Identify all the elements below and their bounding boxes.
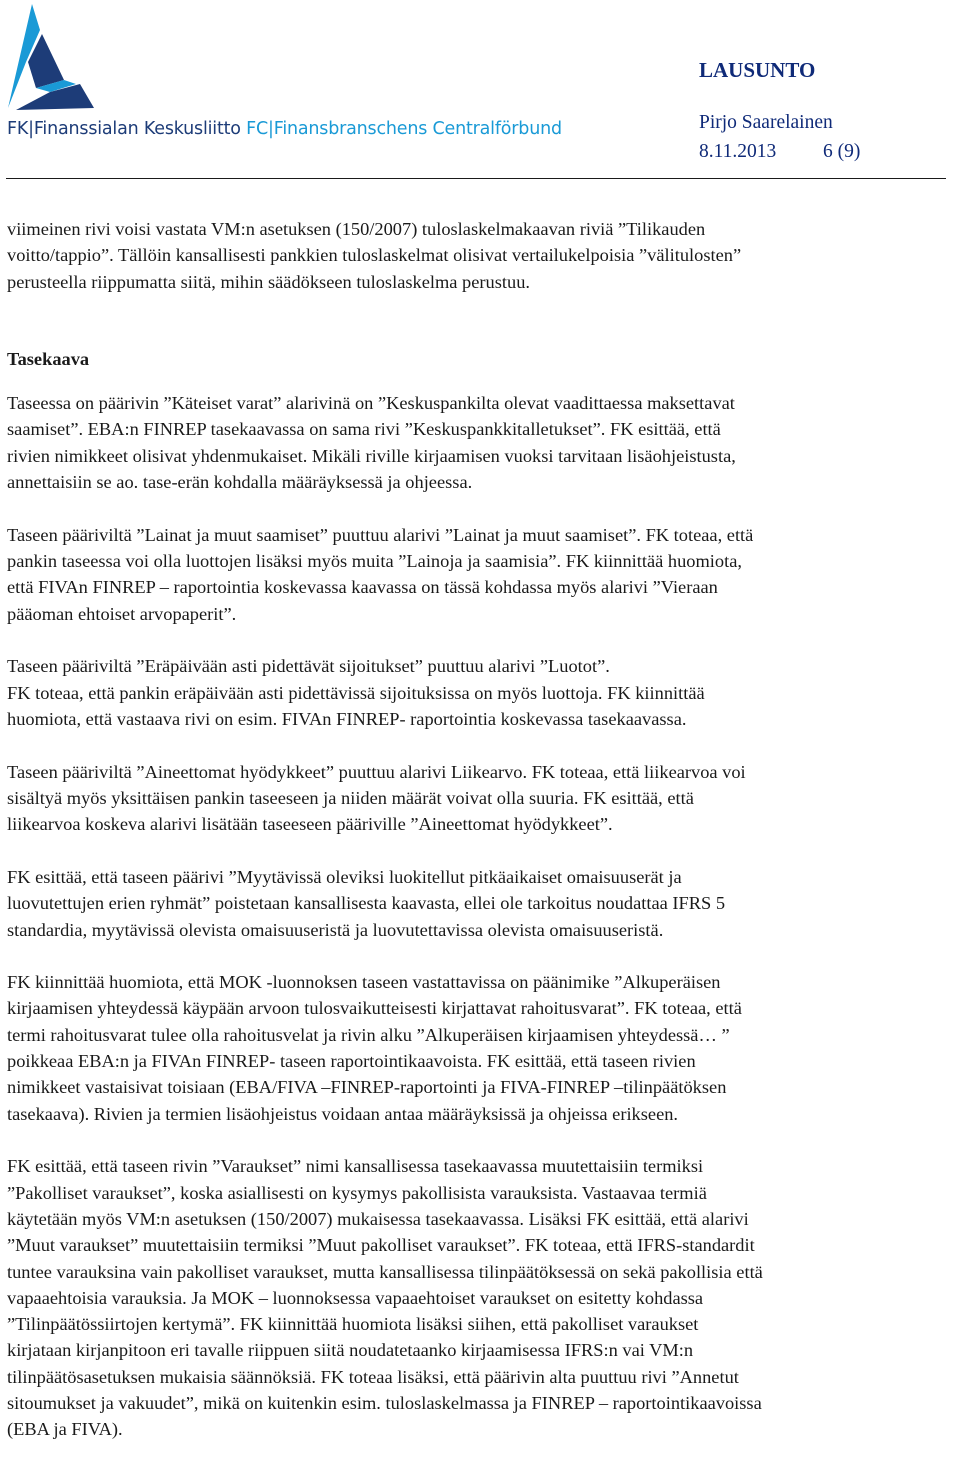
text-line: viimeinen rivi voisi vastata VM:n asetuksen (150/2007) tuloslaskelmakaavan riviä ”Tilikauden: [7, 219, 706, 239]
text-line: että FIVAn FINREP – raportointia koskevassa kaavassa on tässä kohdassa myös alarivi ”Vieraan: [7, 577, 718, 598]
text-line: FK kiinnittää huomiota, että MOK -luonnoksen taseen vastattavissa on päänimike ”Alkuperäisen: [7, 972, 721, 993]
text-line: tuntee varauksina vain pakolliset varaukset, mutta kansallisessa tilinpäätöksessä on sekä pakollisia että: [7, 1261, 763, 1282]
text-line: termi rahoitusvarat tulee olla rahoitusvelat ja rivin alku ”Alkuperäisen kirjaamisen yhteydessä… ”: [7, 1024, 730, 1045]
paragraph: [7, 759, 957, 838]
text-line: kirjataan kirjanpitoon eri tavalle riippuen siitä noudatetaanko kirjaamisessa IFRS:n vai VM:n: [7, 1340, 694, 1361]
org-name-swedish: FC|Finansbranschens Centralförbund: [246, 119, 562, 139]
page-number: 6 (9): [823, 141, 861, 162]
text-line: voitto/tappio”. Tällöin kansallisesti pankkien tuloslaskelmat olisivat vertailukelpoisia ”välitulosten”: [7, 245, 742, 266]
paragraph: [7, 969, 957, 1127]
text-line: huomiota, että vastaava rivi on esim. FIVAn FINREP- raportointia koskevassa tasekaavassa.: [7, 708, 687, 729]
page-header: [0, 0, 960, 182]
text-line: Taseen pääriviltä ”Eräpäivään asti pidettävät sijoitukset” puuttuu alarivi ”Luotot”.: [7, 656, 610, 677]
paragraph: [7, 522, 957, 627]
text-line: perusteella riippumatta siitä, mihin säädökseen tuloslaskelma perustuu.: [7, 271, 530, 292]
text-line: ”Pakolliset varaukset”, koska asiallisesti on kysymys pakollisista varauksista. Vastaavaa termiä: [7, 1182, 707, 1203]
text-line: FK esittää, että taseen rivin ”Varaukset” nimi kansallisessa tasekaavassa muutettaisiin termiksi: [7, 1156, 704, 1177]
paragraph: [7, 864, 957, 943]
text-line: Taseessa on päärivin ”Käteiset varat” alarivinä on ”Keskuspankilta olevat vaadittaessa maksettavat: [7, 393, 735, 414]
text-line: tasekaava). Rivien ja termien lisäohjeistus voidaan antaa määräyksissä ja ohjeissa erikseen.: [7, 1103, 679, 1124]
text-line: annettaisiin se ao. tase-erän kohdalla määräyksessä ja ohjeessa.: [7, 472, 473, 493]
text-line: ”Muut varaukset” muutettaisiin termiksi ”Muut pakolliset varaukset”. FK toteaa, että IFRS-standardit: [7, 1235, 755, 1256]
text-line: pankin taseessa voi olla luottojen lisäksi myös muita ”Lainoja ja saamisia”. FK kiinnittää huomiota,: [7, 551, 742, 572]
paragraph: [7, 1153, 957, 1442]
org-name-finnish: FK|Finanssialan Keskusliitto: [7, 119, 241, 139]
text-line: poikkeaa EBA:n ja FIVAn FINREP- taseen raportointikaavoista. FK esittää, että taseen rivien: [7, 1051, 696, 1072]
text-line: FK toteaa, että pankin eräpäivään asti pidettävissä sijoituksissa on myös luottoja. FK kiinnittää: [7, 682, 705, 703]
paragraph: [7, 216, 957, 295]
text-line: käytetään myös VM:n asetuksen (150/2007) mukaisessa tasekaavassa. Lisäksi FK esittää, että alarivi: [7, 1208, 749, 1229]
paragraph: [7, 390, 957, 495]
text-line: rivien nimikkeet olisivat yhdenmukaiset. Mikäli riville kirjaamisen vuoksi tarvitaan lisäohjeistusta,: [7, 445, 736, 466]
text-line: sitoumukset ja vakuudet”, mikä on kuitenkin esim. tuloslaskelmassa ja FINREP – raportointikaavoissa: [7, 1393, 762, 1414]
text-line: saamiset”. EBA:n FINREP tasekaavassa on sama rivi ”Keskuspankkitalletukset”. FK esittää, että: [7, 419, 721, 440]
text-line: liikearvoa koskeva alarivi lisätään taseeseen pääriville ”Aineettomat hyödykkeet”.: [7, 814, 613, 835]
fk-logo-icon: [6, 4, 96, 114]
header-divider: [6, 178, 946, 179]
text-line: standardia, myytävissä olevista omaisuuseristä ja luovutettavissa olevista omaisuuseristä.: [7, 919, 664, 940]
text-line: Taseen pääriviltä ”Aineettomat hyödykkeet” puuttuu alarivi Liikearvo. FK toteaa, että liikearvoa voi: [7, 761, 746, 782]
text-line: vapaaehtoisia varauksia. Ja MOK – luonnoksessa vapaaehtoiset varaukset on esitetty kohdassa: [7, 1287, 704, 1308]
text-line: kirjaamisen yhteydessä käypään arvoon tulosvaikutteisesti kirjattavat rahoitusvarat”. FK toteaa, että: [7, 998, 742, 1019]
document-date: 8.11.2013: [699, 141, 777, 162]
text-line: (EBA ja FIVA).: [7, 1419, 123, 1440]
paragraph: [7, 653, 957, 732]
section-heading: Tasekaava: [7, 348, 90, 369]
organization-name: [7, 119, 562, 139]
text-line: nimikkeet vastaisivat toisiaan (EBA/FIVA –FINREP-raportointi ja FIVA-FINREP –tilinpäätöksen: [7, 1077, 727, 1098]
text-line: luovutettujen erien ryhmät” poistetaan kansallisesta kaavasta, ellei ole tarkoitus noudattaa IFRS 5: [7, 893, 726, 914]
text-line: FK esittää, että taseen päärivi ”Myytävissä oleviksi luokitellut pitkäaikaiset omaisuuserät ja: [7, 866, 682, 887]
text-line: Taseen pääriviltä ”Lainat ja muut saamiset” puuttuu alarivi ”Lainat ja muut saamiset”. FK toteaa, että: [7, 524, 754, 545]
document-body: [7, 216, 957, 1469]
text-line: tilinpäätösasetuksen mukaisia säännöksiä. FK toteaa lisäksi, että päärivin alta puuttuu rivi ”Annetut: [7, 1366, 739, 1387]
text-line: sisältyä myös yksittäisen pankin taseeseen ja niiden määrät voivat olla suuria. FK esittää, että: [7, 787, 694, 808]
text-line: ”Tilinpäätössiirtojen kertymä”. FK kiinnittää huomiota lisäksi siihen, että pakolliset varaukset: [7, 1314, 699, 1335]
author-name: Pirjo Saarelainen: [699, 112, 833, 133]
text-line: pääoman ehtoiset arvopaperit”.: [7, 603, 237, 624]
document-type: LAUSUNTO: [699, 58, 816, 82]
